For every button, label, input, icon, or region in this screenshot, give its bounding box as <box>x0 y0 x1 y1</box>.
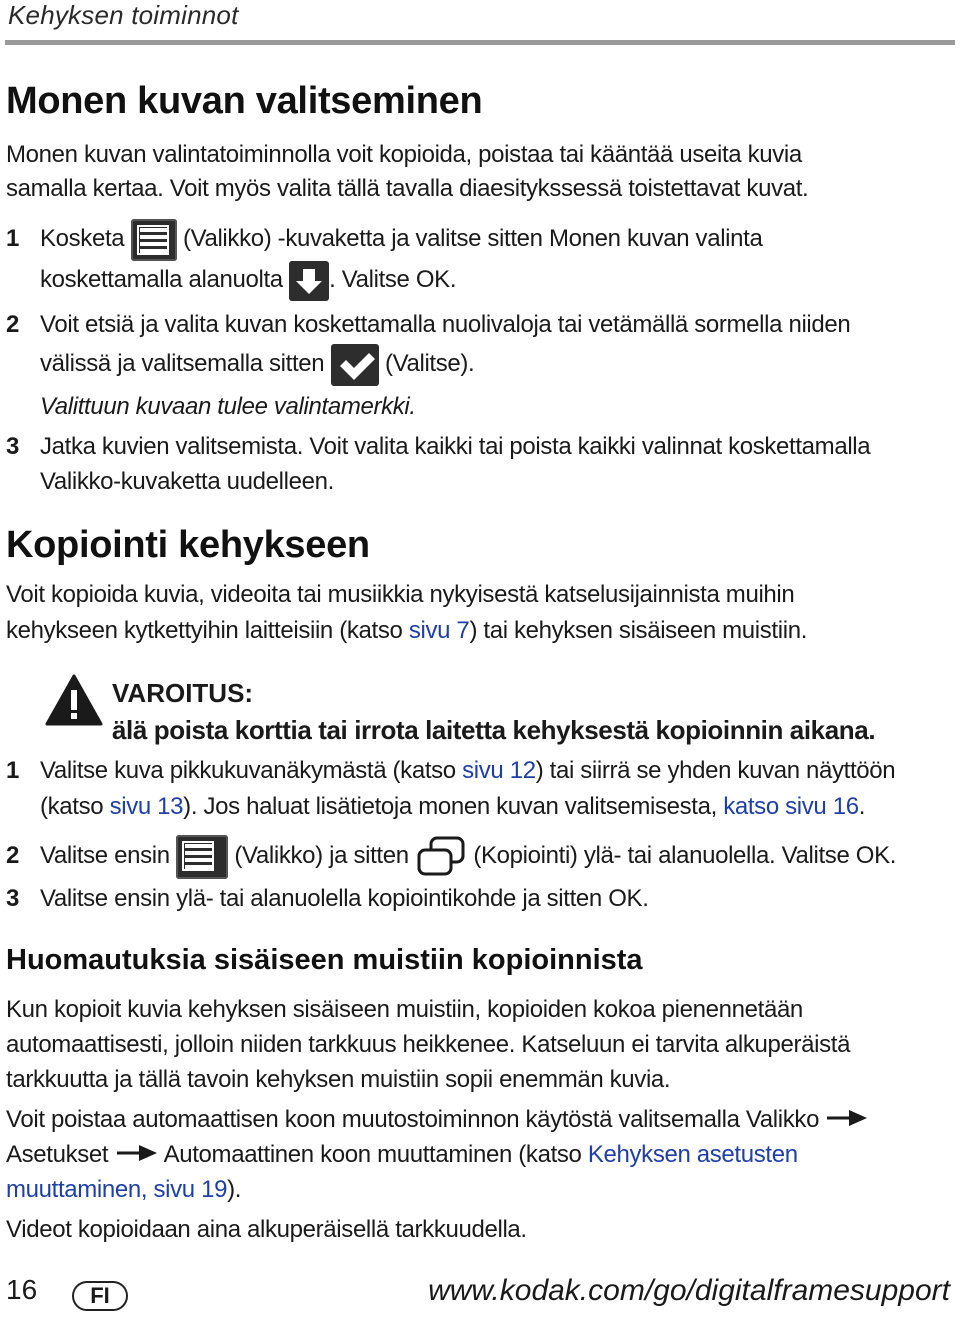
step-text: välissä ja valitsemalla sitten <box>40 350 325 377</box>
copy-step-2 <box>40 833 896 879</box>
step-number: 3 <box>6 433 20 460</box>
copy-intro-line-2 <box>6 614 807 648</box>
link-page-16[interactable]: katso sivu 16 <box>723 793 859 820</box>
step-2-line-2 <box>40 342 474 386</box>
chapter-title: Kehyksen toiminnot <box>8 0 239 30</box>
notes-p1-line-3: tarkkuutta ja tällä tavoin kehyksen muistiin sopii enemmän kuvia. <box>6 1066 671 1093</box>
menu-icon <box>131 219 177 261</box>
notes-p1-line-1: Kun kopioit kuvia kehyksen sisäiseen muistiin, kopioiden kokoa pienennetään <box>6 996 803 1023</box>
text: Asetukset <box>6 1141 109 1168</box>
text: Automaattinen koon muuttaminen (katso <box>163 1141 588 1168</box>
text: Voit poistaa automaattisen koon muutostoiminnon käytöstä valitsemalla Valikko <box>6 1106 820 1133</box>
language-badge: FI <box>72 1281 128 1311</box>
text: kehykseen kytkettyihin laitteisiin (katso <box>6 617 409 644</box>
link-page-13[interactable]: sivu 13 <box>109 793 184 820</box>
header-rule <box>5 40 955 45</box>
text: ). Jos haluat lisätietoja monen kuvan valitsemisesta, <box>183 793 724 820</box>
step-number: 2 <box>6 842 20 869</box>
warning-label: VAROITUS: <box>112 678 254 708</box>
arrow-right-icon <box>115 1139 159 1173</box>
text: ). <box>227 1176 242 1203</box>
section-title-notes: Huomautuksia sisäiseen muistiin kopioinnista <box>6 944 643 976</box>
copy-step-1-line-1 <box>40 754 895 788</box>
step-1-line-1 <box>40 218 762 261</box>
text: Valitse kuva pikkukuvanäkymästä (katso <box>40 757 463 784</box>
link-page-19[interactable]: muuttaminen, sivu 19 <box>6 1176 228 1203</box>
step-1-line-2 <box>40 259 456 301</box>
support-url[interactable]: www.kodak.com/go/digitalframesupport <box>428 1274 950 1307</box>
warning-icon <box>44 673 104 732</box>
text: (Kopiointi) ylä- tai alanuolella. Valitse OK. <box>473 842 897 869</box>
section-title-multi-select: Monen kuvan valitseminen <box>6 80 483 122</box>
notes-p3: Videot kopioidaan aina alkuperäisellä tarkkuudella. <box>6 1216 527 1243</box>
notes-p1-line-2: automaattisesti, jolloin niiden tarkkuus heikkenee. Katseluun ei tarvita alkuperäistä <box>6 1031 851 1058</box>
notes-p2-line-2 <box>6 1138 798 1173</box>
notes-p2-line-3 <box>6 1173 241 1207</box>
copy-step-3: Valitse ensin ylä- tai alanuolella kopiointikohde ja sitten OK. <box>40 885 649 912</box>
step-text: . Valitse OK. <box>329 266 457 293</box>
step-2-note: Valittuun kuvaan tulee valintamerkki. <box>40 393 416 420</box>
text: . <box>858 793 866 820</box>
link-frame-settings[interactable]: Kehyksen asetusten <box>587 1141 798 1168</box>
copy-intro-line-1: Voit kopioida kuvia, videoita tai musiikkia nykyisestä katselusijainnista muihin <box>6 581 795 608</box>
text: ) tai kehyksen sisäiseen muistiin. <box>469 617 808 644</box>
link-page-7[interactable]: sivu 7 <box>408 617 470 644</box>
intro-line-2: samalla kertaa. Voit myös valita tällä tavalla diaesitykssessä toistettavat kuvat. <box>6 175 809 202</box>
text: Valitse ensin <box>40 842 170 869</box>
down-arrow-icon <box>289 261 329 301</box>
text: (Valikko) ja sitten <box>234 842 409 869</box>
copy-icon <box>415 836 467 878</box>
link-page-12[interactable]: sivu 12 <box>462 757 536 784</box>
step-number: 3 <box>6 885 20 912</box>
text: (katso <box>40 793 110 820</box>
page-number: 16 <box>6 1274 38 1305</box>
step-text: (Valikko) -kuvaketta ja valitse sitten Monen kuvan valinta <box>182 225 763 252</box>
step-3-line-1: Jatka kuvien valitsemista. Voit valita kaikki tai poista kaikki valinnat koskettamalla <box>40 433 871 460</box>
step-number: 1 <box>6 757 20 784</box>
menu-icon <box>176 835 228 879</box>
intro-line-1: Monen kuvan valintatoiminnolla voit kopioida, poistaa tai kääntää useita kuvia <box>6 141 802 168</box>
copy-step-1-line-2 <box>40 790 865 824</box>
step-number: 2 <box>6 311 20 338</box>
checkmark-icon <box>331 344 379 386</box>
text: ) tai siirrä se yhden kuvan näyttöön <box>535 757 896 784</box>
step-number: 1 <box>6 225 20 252</box>
notes-p2-line-1 <box>6 1103 869 1138</box>
step-text: koskettamalla alanuolta <box>40 266 283 293</box>
warning-text: älä poista korttia tai irrota laitetta kehyksestä kopioinnin aikana. <box>112 715 876 745</box>
step-2-line-1: Voit etsiä ja valita kuvan koskettamalla nuolivaloja tai vetämällä sormella niiden <box>40 311 851 338</box>
step-text: Kosketa <box>40 225 125 252</box>
section-title-copy: Kopiointi kehykseen <box>6 524 370 566</box>
step-3-line-2: Valikko-kuvaketta uudelleen. <box>40 468 334 495</box>
step-text: (Valitse). <box>384 350 475 377</box>
arrow-right-icon <box>825 1104 869 1138</box>
